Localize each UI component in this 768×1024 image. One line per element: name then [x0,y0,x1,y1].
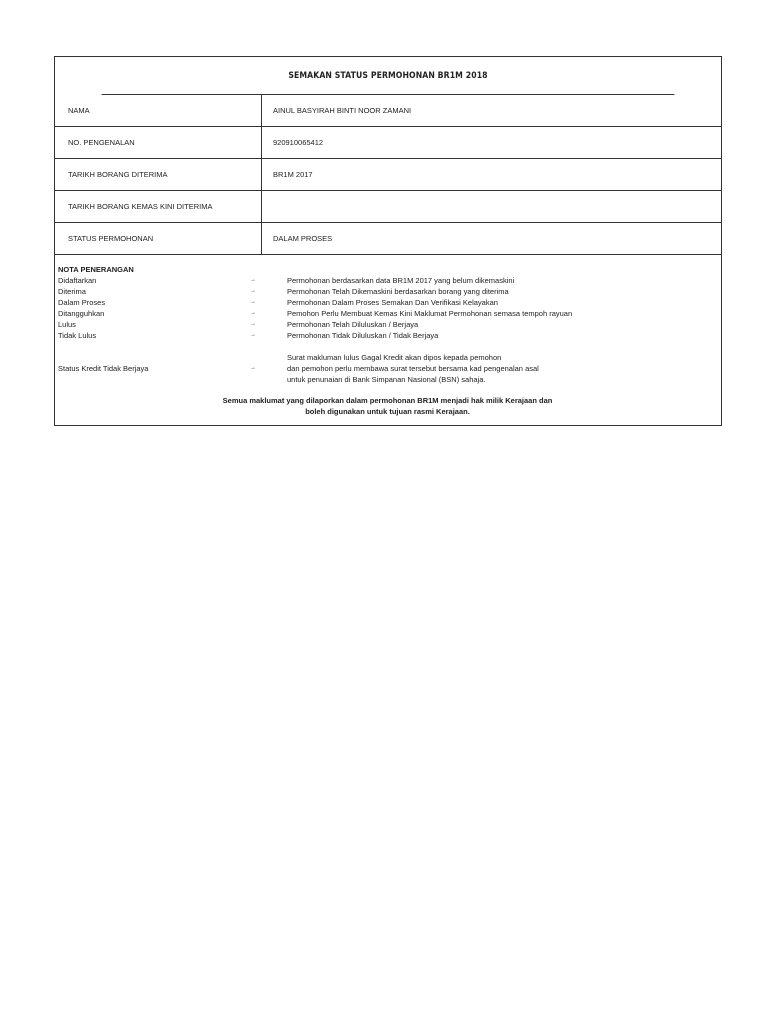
field-value [262,191,721,222]
credit-line: dan pemohon perlu membawa surat tersebut bersama kad pengenalan asal [287,364,539,373]
note-key: Diterima [58,287,86,296]
arrow-right-icon: → [250,310,256,316]
note-item [58,275,721,286]
document-title: SEMAKAN STATUS PERMOHONAN BR1M 2018 [102,57,675,95]
note-desc: Permohonan Tidak Diluluskan / Tidak Berjaya [287,331,439,340]
notes-heading: NOTA PENERANGAN [58,265,134,274]
field-row-tarikh-kemas-kini [55,191,721,223]
disclaimer-line: Semua maklumat yang dilaporkan dalam permohonan BR1M menjadi hak milik Kerajaan dan [222,396,553,405]
field-row-no-pengenalan [55,127,721,159]
field-label: NO. PENGENALAN [55,127,262,158]
field-value: AINUL BASYIRAH BINTI NOOR ZAMANI [273,106,412,115]
field-value: BR1M 2017 [273,170,313,179]
note-desc [287,352,721,385]
note-item-credit [58,352,721,385]
field-row-nama [55,95,721,127]
note-key: Tidak Lulus [58,331,97,340]
disclaimer-line: boleh digunakan untuk tujuan rasmi Kerajaan. [305,407,470,416]
arrow-right-icon: → [250,321,256,327]
note-key: Status Kredit Tidak Berjaya [58,364,149,373]
disclaimer [58,395,721,417]
note-key: Dalam Proses [58,298,106,307]
credit-line: Surat makluman lulus Gagal Kredit akan dipos kepada pemohon [287,353,502,362]
field-label: NAMA [55,95,262,126]
field-value: DALAM PROSES [273,234,333,243]
status-document [54,56,722,426]
note-desc: Permohonan Telah Dikemaskini berdasarkan borang yang diterima [287,287,509,296]
note-key: Lulus [58,320,76,329]
arrow-right-icon: → [250,288,256,294]
field-row-status [55,223,721,255]
arrow-right-icon: → [250,277,256,283]
note-desc: Permohonan Telah Diluluskan / Berjaya [287,320,419,329]
note-item [58,286,721,297]
arrow-right-icon: → [250,365,256,371]
note-item [58,330,721,341]
note-item [58,319,721,330]
note-key: Didaftarkan [58,276,97,285]
note-desc: Permohonan Dalam Proses Semakan Dan Verifikasi Kelayakan [287,298,498,307]
note-desc: Pemohon Perlu Membuat Kemas Kini Maklumat Permohonan semasa tempoh rayuan [287,309,573,318]
field-label: TARIKH BORANG KEMAS KINI DITERIMA [55,191,262,222]
note-item [58,297,721,308]
arrow-right-icon: → [250,332,256,338]
field-label: STATUS PERMOHONAN [55,223,262,254]
field-row-tarikh-borang [55,159,721,191]
note-key: Ditangguhkan [58,309,105,318]
note-item [58,308,721,319]
field-value: 920910065412 [273,138,324,147]
note-desc: Permohonan berdasarkan data BR1M 2017 yang belum dikemaskini [287,276,515,285]
credit-line: untuk penunaian di Bank Simpanan Nasional (BSN) sahaja. [287,375,486,384]
arrow-right-icon: → [250,299,256,305]
field-label: TARIKH BORANG DITERIMA [55,159,262,190]
notes-section [55,255,721,417]
